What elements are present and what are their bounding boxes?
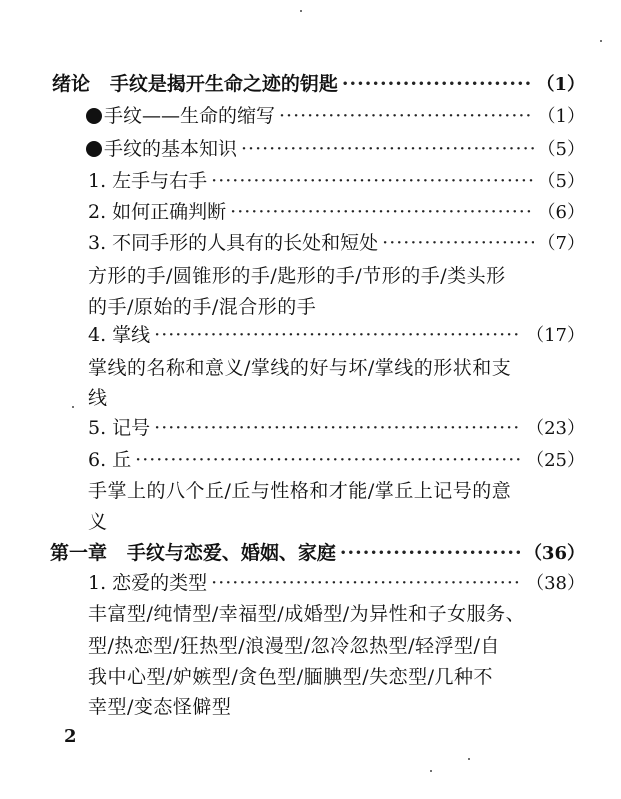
toc-intro-heading[interactable] bbox=[0, 70, 585, 98]
toc-intro-bullet-1-title-wrap bbox=[86, 102, 275, 130]
toc-section-4-page: （17） bbox=[526, 325, 585, 346]
toc-section-3-page: （7） bbox=[537, 233, 585, 254]
toc-chapter-1-page: （36） bbox=[523, 543, 585, 564]
toc-chapter-1-section-1[interactable] bbox=[0, 569, 585, 597]
toc-chapter-1-section-1-desc-line-3: 我中心型/妒嫉型/贪色型/腼腆型/失恋型/几种不 bbox=[88, 666, 494, 688]
dot-leader bbox=[279, 102, 534, 130]
toc-section-3[interactable] bbox=[0, 229, 585, 257]
toc-section-6-desc-line-1: 手掌上的八个丘/丘与性格和才能/掌丘上记号的意 bbox=[88, 480, 512, 502]
toc-section-4[interactable] bbox=[0, 321, 585, 349]
dot-leader bbox=[342, 70, 533, 98]
toc-intro-bullet-2-title-wrap bbox=[86, 135, 237, 163]
toc-intro-text: 手纹是揭开生命之迹的钥匙 bbox=[109, 73, 338, 95]
toc-intro-bullet-1[interactable] bbox=[0, 102, 585, 130]
toc-section-1-page: （5） bbox=[537, 171, 585, 192]
toc-intro-bullet-1-title: 手纹——生命的缩写 bbox=[104, 105, 276, 127]
toc-section-6[interactable] bbox=[0, 446, 585, 474]
scan-speck bbox=[300, 10, 302, 12]
toc-section-6-page: （25） bbox=[526, 450, 585, 471]
dot-leader bbox=[340, 539, 520, 567]
toc-intro-bullet-2[interactable] bbox=[0, 135, 585, 163]
toc-chapter-1-section-1-desc-line-1: 丰富型/纯情型/幸福型/成婚型/为异性和子女服务、 bbox=[88, 603, 526, 625]
toc-section-4-desc-line-2: 线 bbox=[88, 387, 108, 409]
scan-speck bbox=[430, 770, 432, 772]
toc-chapter-1-label: 第一章 bbox=[50, 542, 108, 564]
toc-chapter-1-section-1-title: 1. 恋爱的类型 bbox=[88, 572, 208, 594]
toc-intro-title bbox=[52, 70, 338, 98]
toc-intro-bullet-1-page: （1） bbox=[537, 106, 585, 127]
dot-leader bbox=[211, 569, 522, 597]
toc-section-6-desc-line-2: 义 bbox=[88, 511, 108, 533]
toc-section-4-desc-line-1: 掌线的名称和意义/掌线的好与坏/掌线的形状和支 bbox=[88, 357, 512, 379]
page-number: 2 bbox=[64, 726, 77, 747]
toc-chapter-1-section-1-desc-line-2: 型/热恋型/狂热型/浪漫型/忽冷忽热型/轻浮型/自 bbox=[88, 635, 500, 657]
toc-chapter-1-section-1-page: （38） bbox=[526, 573, 585, 594]
toc-section-3-desc-line-2: 的手/原始的手/混合形的手 bbox=[88, 296, 317, 318]
toc-intro-bullet-2-page: （5） bbox=[537, 139, 585, 160]
toc-section-6-title: 6. 丘 bbox=[88, 449, 132, 471]
toc-section-3-desc-line-1: 方形的手/圆锥形的手/匙形的手/节形的手/类头形 bbox=[88, 265, 506, 287]
toc-section-3-title: 3. 不同手形的人具有的长处和短处 bbox=[88, 232, 379, 254]
toc-section-4-title: 4. 掌线 bbox=[88, 324, 151, 346]
toc-intro-bullet-2-title: 手纹的基本知识 bbox=[104, 138, 238, 160]
toc-chapter-1-title: 手纹与恋爱、婚姻、家庭 bbox=[126, 542, 336, 564]
scan-speck bbox=[600, 40, 602, 42]
dot-leader bbox=[241, 135, 534, 163]
toc-section-5[interactable] bbox=[0, 414, 585, 442]
scan-speck bbox=[468, 758, 470, 760]
bullet-icon bbox=[86, 108, 102, 124]
toc-section-1-title: 1. 左手与右手 bbox=[88, 170, 208, 192]
toc-chapter-1-section-1-desc-line-4: 幸型/变态怪僻型 bbox=[88, 696, 232, 718]
toc-section-2[interactable] bbox=[0, 198, 585, 226]
toc-section-1[interactable] bbox=[0, 167, 585, 195]
dot-leader bbox=[211, 167, 533, 195]
dot-leader bbox=[135, 446, 522, 474]
toc-chapter-1-heading[interactable] bbox=[0, 539, 585, 567]
toc-intro-label: 绪论 bbox=[52, 73, 91, 95]
toc-section-2-page: （6） bbox=[537, 202, 585, 223]
dot-leader bbox=[382, 229, 533, 257]
toc-section-5-title: 5. 记号 bbox=[88, 417, 151, 439]
toc-intro-page: （1） bbox=[536, 74, 585, 95]
toc-chapter-1-title-wrap bbox=[50, 539, 336, 567]
scan-speck bbox=[72, 406, 74, 408]
toc-section-5-page: （23） bbox=[526, 418, 585, 439]
dot-leader bbox=[154, 414, 522, 442]
toc-section-2-title: 2. 如何正确判断 bbox=[88, 201, 227, 223]
dot-leader bbox=[154, 321, 522, 349]
bullet-icon bbox=[86, 141, 102, 157]
dot-leader bbox=[230, 198, 533, 226]
